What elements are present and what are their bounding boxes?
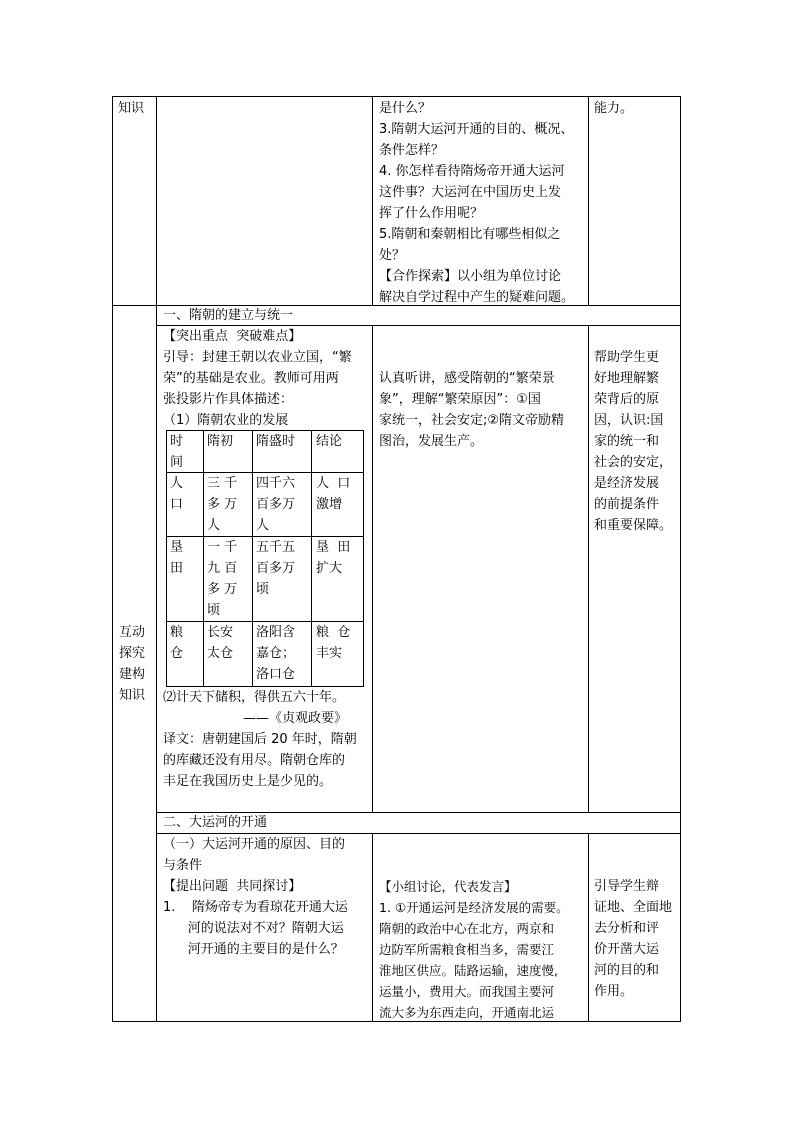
- section1-title: 一、隋朝的建立与统一: [163, 308, 294, 323]
- cell-line: 田: [170, 561, 184, 576]
- section2-col2-text: [163, 834, 371, 960]
- col-divider-3-top: [588, 96, 589, 306]
- cell-line: 仓: [170, 646, 184, 661]
- table-header-cell: [207, 431, 251, 452]
- text-line: 4. 你怎样看待隋炀帝开通大运河: [379, 164, 565, 179]
- cell-line: 激增: [316, 497, 343, 512]
- text-line: 河开通的主要目的是什么？: [163, 942, 344, 957]
- cell-line: 百多万: [256, 497, 296, 512]
- text-line: 3.隋朝大运河开通的目的、概况、: [379, 122, 574, 137]
- cell-line: 间: [170, 455, 184, 470]
- cell-line: 多 万: [207, 582, 238, 597]
- text-line: 的库藏还没有用尽。隋朝仓库的: [163, 753, 346, 768]
- text-line: 象”，理解“繁荣原因”：①国: [379, 392, 541, 407]
- col-divider-2-top: [372, 96, 373, 306]
- text-line: 引导学生辩: [594, 879, 660, 894]
- text-line: 家的统一和: [594, 434, 660, 449]
- table-cell: [316, 622, 362, 664]
- text-line: 张投影片作具体描述：: [163, 392, 294, 407]
- row-label-line: 建构: [119, 667, 146, 682]
- cell-line: 口: [170, 497, 184, 512]
- text-line: 和重要保障。: [594, 518, 673, 533]
- cell-line: 多 万: [207, 497, 238, 512]
- text-line: 好地理解繁: [594, 371, 660, 386]
- col-divider-3-mid: [588, 325, 589, 813]
- text-line: 1. ①开通运河是经济发展的需要。: [379, 900, 569, 915]
- cell-line: 垦: [170, 540, 184, 555]
- text-line: 解决自学过程中产生的疑难问题。: [379, 290, 575, 305]
- row-label-line: 知识: [119, 688, 146, 703]
- row-label-line: 探究: [119, 646, 146, 661]
- table-top-border: [112, 96, 681, 97]
- agriculture-table: [166, 430, 364, 687]
- cell-line: 丰实: [316, 646, 343, 661]
- text-line: 因，认识:国: [594, 413, 664, 428]
- text-line: 引导：封建王朝以农业立国，“繁: [163, 350, 352, 365]
- text-line: 荣”的基础是农业。教师可用两: [163, 371, 339, 386]
- section2-title: 二、大运河的开通: [163, 815, 268, 830]
- section1-col2-after: [163, 687, 371, 792]
- cell-line: 洛口仓: [256, 667, 296, 682]
- cell-line: 太仓: [207, 646, 234, 661]
- table-left-border: [112, 96, 113, 1022]
- cell-line: 人 口: [316, 476, 351, 491]
- col-divider-3-bottom: [588, 833, 589, 1022]
- text-line: 价开凿大运: [594, 942, 660, 957]
- text-line: 丰足在我国历史上是少见的。: [163, 774, 333, 789]
- cell-line: 顷: [207, 603, 221, 618]
- cell-line: 垦 田: [316, 540, 351, 555]
- text-line: 图治，发展生产。: [379, 434, 484, 449]
- text-line: 社会的安定，: [594, 455, 673, 470]
- table-header-cell: [170, 431, 202, 473]
- table-right-border: [680, 96, 681, 1022]
- text-line: （1）隋朝农业的发展: [163, 413, 289, 428]
- text-line: 作用。: [594, 984, 634, 999]
- cell-line: 顷: [256, 582, 270, 597]
- table-cell: [170, 473, 202, 515]
- cell-line: 人: [207, 518, 221, 533]
- table-cell: [316, 537, 362, 579]
- cell-line: 嘉仓；: [256, 646, 296, 661]
- text-line: 【提出问题 共同探讨】: [163, 879, 302, 894]
- cell-line: 百多万: [256, 561, 296, 576]
- table-cell: [256, 622, 310, 685]
- text-line: 淮地区供应。陆路运输，速度慢,: [379, 963, 558, 978]
- text-line: 译文：唐朝建国后 20 年时，隋朝: [163, 732, 357, 747]
- text-line: 河的目的和: [594, 963, 660, 978]
- cell-line: 九 百: [207, 561, 238, 576]
- text-line: 去分析和评: [594, 921, 660, 936]
- table-cell: [207, 622, 251, 664]
- text-line: 1. 隋炀帝专为看琼花开通大运: [163, 900, 348, 915]
- section2-col4-text: [594, 876, 678, 1002]
- row1-label: 知识: [118, 101, 145, 116]
- table-cell: [256, 537, 310, 600]
- row-label-line: 互动: [119, 625, 146, 640]
- text-line: 证地、全面地: [594, 900, 673, 915]
- cell-line: 粮 仓: [316, 625, 351, 640]
- cell-line: 洛阳含: [256, 625, 296, 640]
- cell-line: 一 千: [207, 540, 238, 555]
- cell-line: 扩大: [316, 561, 343, 576]
- cell-line: 三 千: [207, 476, 238, 491]
- table-header-cell: [316, 431, 362, 452]
- row1-col3-text: [379, 98, 587, 308]
- text-line: 是经济发展: [594, 476, 660, 491]
- table-cell: [316, 473, 362, 515]
- text-line: 条件怎样？: [379, 143, 445, 158]
- text-line: 【突出重点 突破难点】: [163, 329, 302, 344]
- text-line: ⑵计天下储积，得供五六十年。: [163, 690, 346, 705]
- cell-line: 四千六: [256, 476, 296, 491]
- cell-line: 五千五: [256, 540, 296, 555]
- section1-col4-text: [594, 347, 678, 536]
- text-line: 【合作探索】以小组为单位讨论: [379, 269, 562, 284]
- text-line: 认真听讲，感受隋朝的“繁荣景: [379, 371, 555, 386]
- row1-col4-text: 能力。: [594, 101, 634, 116]
- cell-line: 人: [170, 476, 184, 491]
- table-cell: [207, 537, 251, 621]
- text-line: 隋朝的政治中心在北方，两京和: [379, 921, 555, 936]
- cell-line: 长安: [207, 625, 234, 640]
- text-line: 帮助学生更: [594, 350, 660, 365]
- text-line: 河的说法对不对？隋朝大运: [163, 921, 344, 936]
- text-line: 流大多为东西走向，开通南北运: [379, 1005, 555, 1020]
- text-line: 这件事？大运河在中国历史上发: [379, 185, 562, 200]
- text-line: 运量小，费用大。而我国主要河: [379, 984, 555, 999]
- col-divider-2-bottom: [372, 833, 373, 1022]
- table-cell: [256, 473, 310, 536]
- text-line: 荣背后的原: [594, 392, 660, 407]
- section1-col3-text: [379, 368, 587, 452]
- text-line: 是什么？: [379, 101, 432, 116]
- cell-line: 结论: [316, 434, 343, 449]
- col-divider-2-mid: [372, 325, 373, 813]
- table-cell: [170, 622, 202, 664]
- row2-label: [119, 622, 153, 706]
- text-line: 家统一，社会安定;②隋文帝励精: [379, 413, 565, 428]
- text-line: 5.隋朝和秦朝相比有哪些相似之: [379, 227, 561, 242]
- cell-line: 隋盛时: [256, 434, 296, 449]
- table-cell: [207, 473, 251, 536]
- section2-col3-text: [379, 876, 587, 1023]
- text-line: 挥了什么作用呢？: [379, 206, 484, 221]
- table-header-cell: [256, 431, 310, 452]
- text-line: 与条件: [163, 858, 203, 873]
- cell-line: 粮: [170, 625, 184, 640]
- cell-line: 人: [256, 518, 270, 533]
- col-divider-1: [156, 96, 157, 1022]
- table-cell: [170, 537, 202, 579]
- text-line: （一）大运河开通的原因、目的: [163, 837, 346, 852]
- section1-col2-intro: [163, 326, 371, 431]
- cell-line: 隋初: [207, 434, 234, 449]
- text-line: 的前提条件: [594, 497, 660, 512]
- text-line: 边防军所需粮食相当多，需要江: [379, 942, 555, 957]
- text-line: 【小组讨论，代表发言】: [379, 879, 517, 894]
- cell-line: 时: [170, 434, 184, 449]
- text-line: 处？: [379, 248, 406, 263]
- text-line: ——《贞观政要》: [243, 711, 348, 726]
